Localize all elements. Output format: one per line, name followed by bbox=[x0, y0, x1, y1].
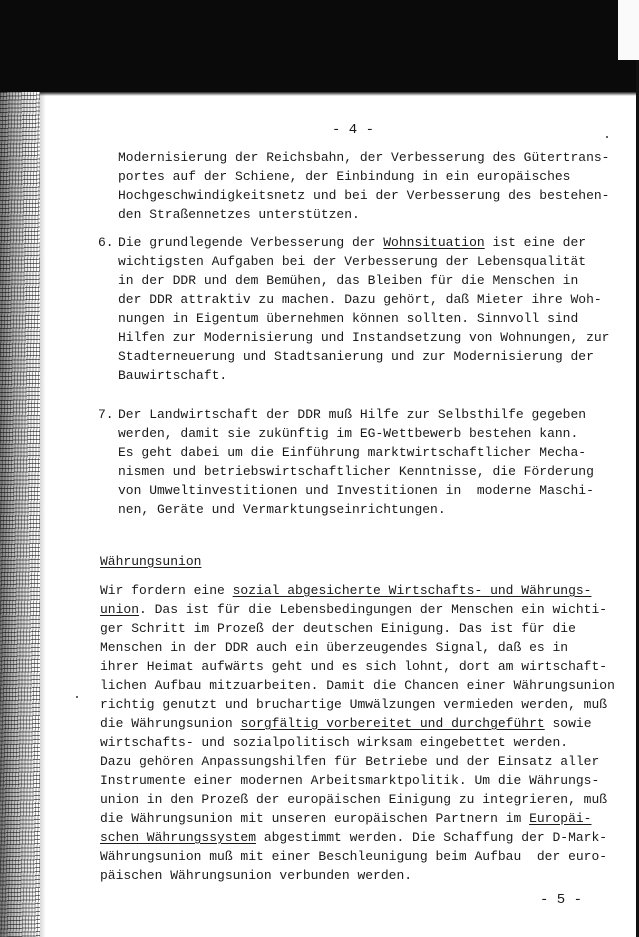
item6-line: Stadterneuerung und Stadtsanierung und zur Modernisierung der bbox=[118, 349, 594, 364]
intro-line: Hochgeschwindigkeitsnetz und bei der Verbesserung des bestehen- bbox=[118, 188, 610, 203]
body-line: richtig genutzt und bruchartige Umwälzungen vermieden werden, muß bbox=[100, 697, 608, 712]
body-line: Menschen in der DDR auch ein überzeugendes Signal, daß es in bbox=[100, 640, 569, 655]
scan-border-top bbox=[0, 0, 639, 92]
item7-line: Der Landwirtschaft der DDR muß Hilfe zur Selbsthilfe gegeben bbox=[118, 407, 587, 422]
item6-line: Hilfen zur Modernisierung und Instandsetzung von Wohnungen, zur bbox=[118, 330, 610, 345]
scan-border-notch bbox=[618, 0, 639, 60]
underline-wohnsituation: Wohnsituation bbox=[383, 235, 485, 250]
item7-line: nismen und betriebswirtschaftlicher Kenntnisse, die Förderung bbox=[118, 464, 594, 479]
body-line: ihrer Heimat aufwärts geht und es sich lohnt, dort am wirtschaft- bbox=[100, 659, 608, 674]
item7-line: von Umweltinvestitionen und Investitionen in moderne Maschi- bbox=[118, 483, 594, 498]
next-page-marker: - 5 - bbox=[540, 892, 583, 908]
body-line: ger Schritt im Prozeß der deutschen Einigung. Das ist für die bbox=[100, 621, 576, 636]
intro-line: den Straßennetzes unterstützen. bbox=[118, 207, 360, 222]
item6-line: nungen in Eigentum übernehmen können sollten. Sinnvoll sind bbox=[118, 311, 579, 326]
item7-line: nen, Geräte und Vermarktungseinrichtungen. bbox=[118, 502, 446, 517]
document-page bbox=[46, 96, 636, 937]
body-line: union. Das ist für die Lebensbedingungen der Menschen ein wichti- bbox=[100, 602, 608, 617]
body-line: die Währungsunion sorgfältig vorbereitet und durchgeführt sowie bbox=[100, 716, 592, 731]
intro-line: portes auf der Schiene, der Einbindung in ein europäisches bbox=[118, 169, 571, 184]
scan-border-left bbox=[0, 92, 40, 937]
body-line: union in den Prozeß der europäischen Einigung zu integrieren, muß bbox=[100, 792, 608, 807]
body-line: wirtschafts- und sozialpolitisch wirksam eingebettet werden. bbox=[100, 735, 569, 750]
item7-line: Es geht dabei um die Einführung marktwirtschaftlicher Mecha- bbox=[118, 445, 587, 460]
page-number: - 4 - bbox=[332, 122, 375, 138]
body-line: Wir fordern eine sozial abgesicherte Wirtschafts- und Währungs- bbox=[100, 583, 592, 598]
body-line: die Währungsunion mit unseren europäischen Partnern im Europäi- bbox=[100, 811, 592, 826]
body-line: lichen Aufbau mitzuarbeiten. Damit die Chancen einer Währungsunion bbox=[100, 678, 615, 693]
item-number-6: 6. bbox=[98, 235, 114, 250]
item6-line: der DDR attraktiv zu machen. Dazu gehört, daß Mieter ihre Woh- bbox=[118, 292, 602, 307]
item6-line: Bauwirtschaft. bbox=[118, 368, 228, 383]
item6-line: Die grundlegende Verbesserung der Wohnsituation ist eine der bbox=[118, 235, 587, 250]
body-line: päischen Währungsunion verbunden werden. bbox=[100, 868, 413, 883]
section-heading: Währungsunion bbox=[100, 554, 202, 569]
scan-speck bbox=[606, 136, 608, 138]
body-line: Instrumente einer modernen Arbeitsmarktpolitik. Um die Währungs- bbox=[100, 773, 600, 788]
intro-line: Modernisierung der Reichsbahn, der Verbesserung des Gütertrans- bbox=[118, 150, 610, 165]
item7-line: werden, damit sie zukünftig im EG-Wettbewerb bestehen kann. bbox=[118, 426, 579, 441]
item6-line: wichtigsten Aufgaben bei der Verbesserung der Lebensqualität bbox=[118, 254, 587, 269]
body-line: Währungsunion muß mit einer Beschleunigung beim Aufbau der euro- bbox=[100, 849, 608, 864]
body-line: schen Währungssystem abgestimmt werden. Die Schaffung der D-Mark- bbox=[100, 830, 608, 845]
body-line: Dazu gehören Anpassungshilfen für Betriebe und der Einsatz aller bbox=[100, 754, 600, 769]
item6-line: in der DDR und dem Bemühen, das Bleiben für die Menschen in bbox=[118, 273, 579, 288]
item-number-7: 7. bbox=[98, 407, 114, 422]
scan-speck bbox=[76, 696, 78, 698]
